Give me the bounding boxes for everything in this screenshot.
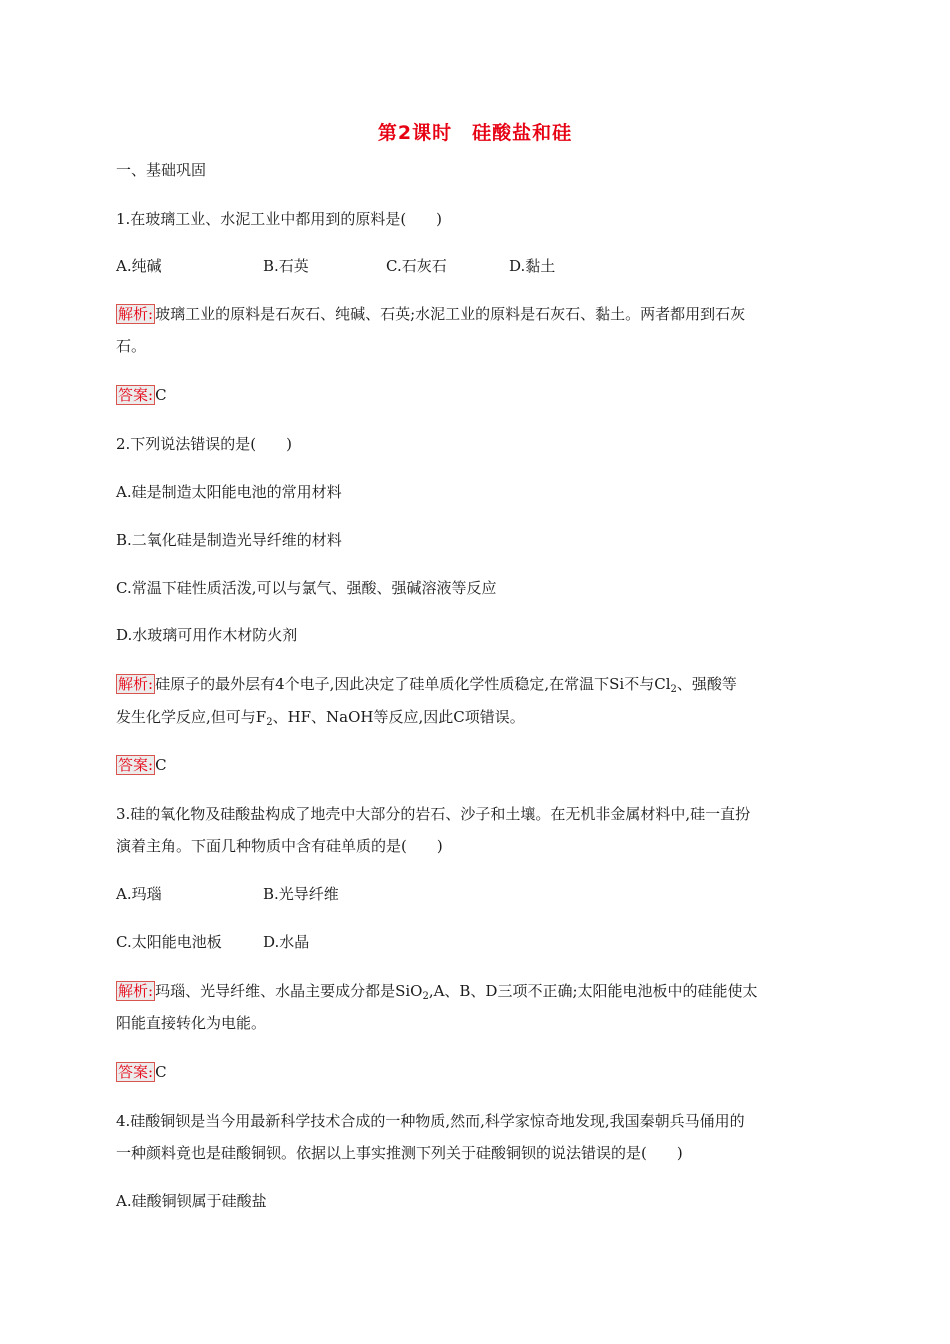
q2-option-d: D.水玻璃可用作木材防火剂 [116,626,298,644]
q3-option-c: C.太阳能电池板 [116,933,222,951]
q2-analysis-text-2b: 、HF、NaOH等反应,因此C项错误。 [272,708,525,726]
q2-analysis-subscript-1: 2 [670,684,677,695]
q4-option-a: A.硅酸铜钡属于硅酸盐 [116,1192,267,1210]
q3-stem-line-1: 3.硅的氧化物及硅酸盐构成了地壳中大部分的岩石、沙子和土壤。在无机非金属材料中,硅一直扮 [116,805,751,823]
q3-analysis-line-2: 阳能直接转化为电能。 [116,1014,267,1032]
q2-analysis-text-2a: 发生化学反应,但可与F [116,708,267,726]
q2-option-a: A.硅是制造太阳能电池的常用材料 [116,483,342,501]
section-heading: 一、基础巩固 [116,161,207,179]
q3-option-d: D.水晶 [263,933,310,951]
q3-option-b: B.光导纤维 [263,885,339,903]
q2-analysis-text-1a: 硅原子的最外层有4个电子,因此决定了硅单质化学性质稳定,在常温下Si不与Cl [155,675,671,693]
q1-option-a: A.纯碱 [116,257,162,275]
q2-option-b: B.二氧化硅是制造光导纤维的材料 [116,531,342,549]
analysis-label: 解析: [118,982,154,1000]
q2-answer [116,750,836,780]
answer-label: 答案: [118,756,154,774]
analysis-label: 解析: [118,675,154,693]
answer-label: 答案: [118,1063,154,1081]
q3-analysis-subscript: 2 [422,991,429,1002]
q1-analysis-line-2: 石。 [116,337,147,355]
q2-analysis-subscript-2: 2 [266,717,273,728]
q4-stem-line-1: 4.硅酸铜钡是当今用最新科学技术合成的一种物质,然而,科学家惊奇地发现,我国秦朝兵马俑用的 [116,1112,745,1130]
q4-stem-line-2: 一种颜料竟也是硅酸铜钡。依据以上事实推测下列关于硅酸铜钡的说法错误的是( ) [116,1144,683,1162]
q3-answer-value: C [155,1063,167,1081]
q1-option-b: B.石英 [263,257,309,275]
q1-answer-value: C [155,386,167,404]
q2-option-c: C.常温下硅性质活泼,可以与氯气、强酸、强碱溶液等反应 [116,579,497,597]
q2-analysis-line-1 [116,669,836,699]
q2-analysis-line-2 [116,702,836,732]
q1-stem: 1.在玻璃工业、水泥工业中都用到的原料是( ) [116,210,443,228]
q3-stem-line-2: 演着主角。下面几种物质中含有硅单质的是( ) [116,837,443,855]
analysis-label: 解析: [118,305,154,323]
q1-answer [116,380,836,410]
q3-analysis-line-1 [116,976,836,1006]
q2-analysis-text-1b: 、强酸等 [676,675,737,693]
q3-answer [116,1057,836,1087]
lesson-title: 第2课时 硅酸盐和硅 [377,122,573,144]
q3-analysis-text-1b: ,A、B、D三项不正确;太阳能电池板中的硅能使太 [428,982,758,1000]
answer-label: 答案: [118,386,154,404]
q1-analysis-text: 玻璃工业的原料是石灰石、纯碱、石英;水泥工业的原料是石灰石、黏土。两者都用到石灰 [155,305,746,323]
q1-analysis-line-1 [116,299,836,329]
q2-answer-value: C [155,756,167,774]
q3-analysis-text-1a: 玛瑙、光导纤维、水晶主要成分都是SiO [155,982,423,1000]
q1-option-c: C.石灰石 [386,257,447,275]
q3-option-a: A.玛瑙 [116,885,162,903]
q2-stem: 2.下列说法错误的是( ) [116,435,293,453]
q1-option-d: D.黏土 [509,257,556,275]
